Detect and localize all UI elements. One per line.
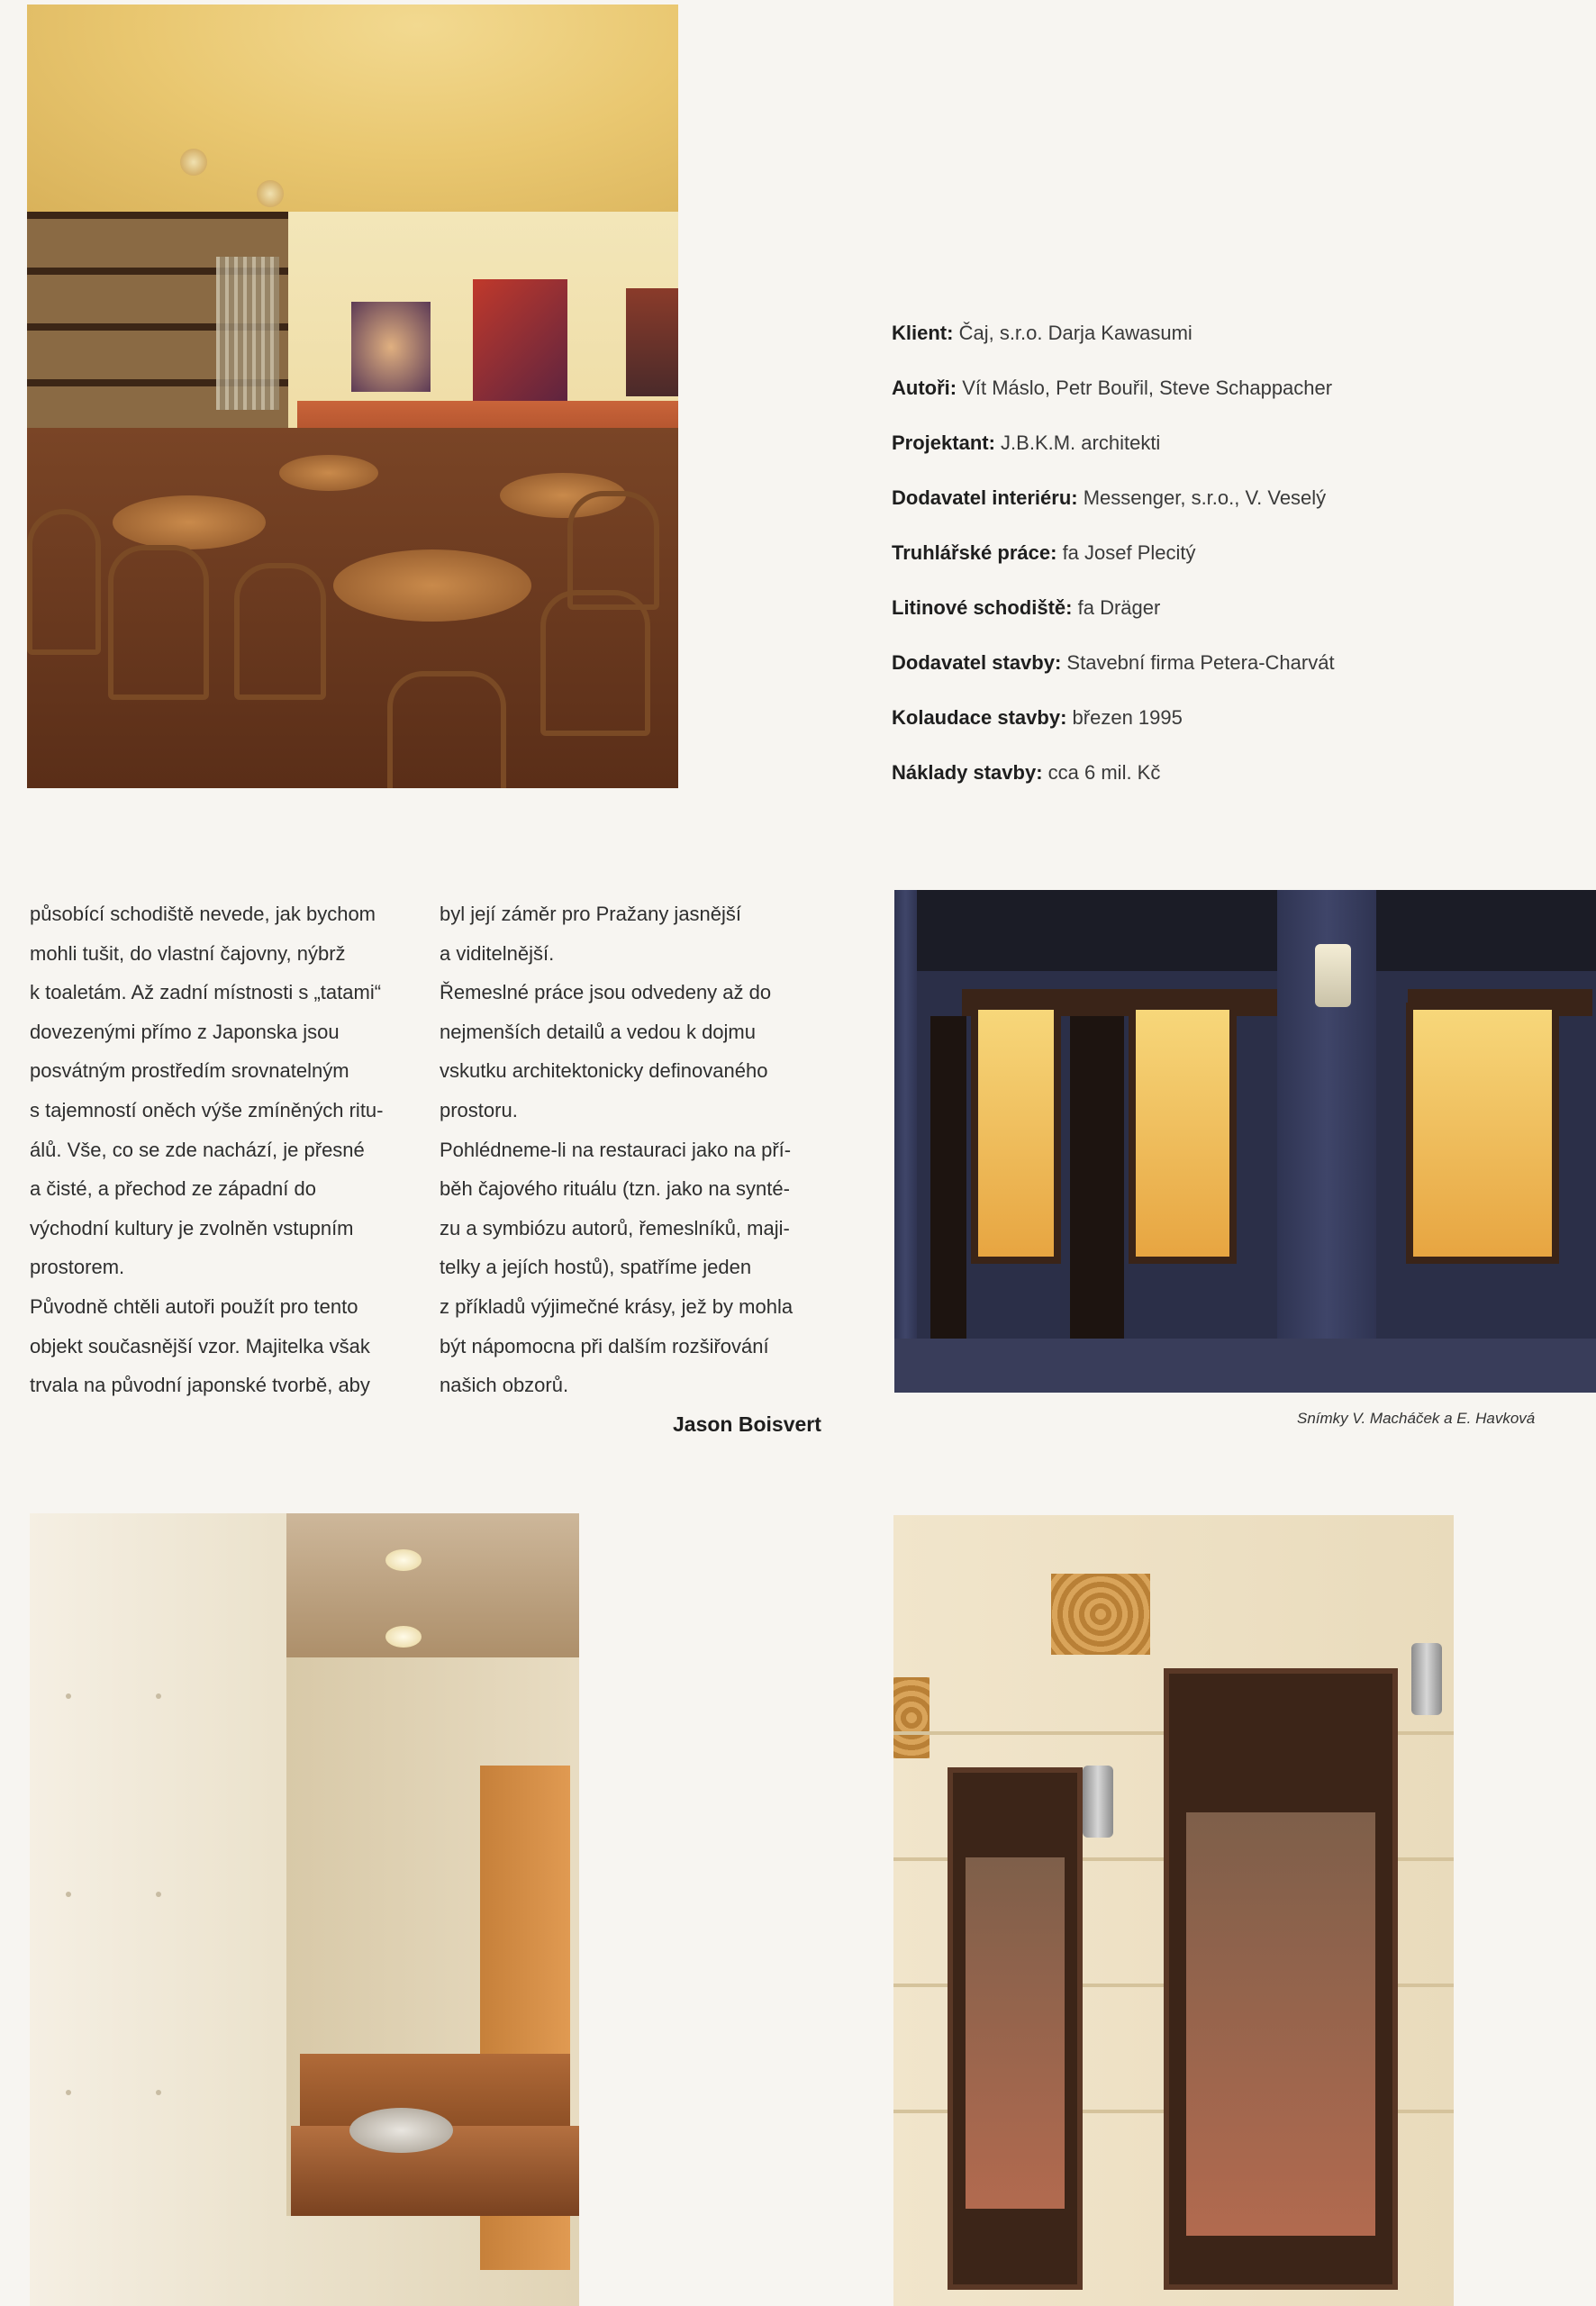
body-text-line: Řemeslné práce jsou odvedeny až do — [440, 981, 772, 1004]
body-text-right-column — [440, 894, 827, 1405]
credit-line — [892, 649, 1468, 704]
credit-value: březen 1995 — [1072, 706, 1183, 729]
body-text-line: trvala na původní japonské tvorbě, aby — [30, 1374, 370, 1397]
body-text-line: prostorem. — [30, 1256, 125, 1279]
credit-value: J.B.K.M. architekti — [1001, 431, 1161, 454]
body-text-line: nejmenších detailů a vedou k dojmu — [440, 1020, 756, 1043]
credit-label: Klient: — [892, 322, 954, 344]
article-author: Jason Boisvert — [673, 1412, 821, 1436]
body-text-line: byl její záměr pro Pražany jasnější — [440, 903, 742, 925]
body-text-line: být nápomocna při dalším rozšiřování — [440, 1334, 769, 1357]
credit-label: Náklady stavby: — [892, 761, 1043, 784]
body-text-line: k toaletám. Až zadní místnosti s „tatami“ — [30, 981, 382, 1004]
credit-label: Litinové schodiště: — [892, 596, 1073, 619]
credit-value: Messenger, s.r.o., V. Veselý — [1083, 486, 1327, 509]
credit-line — [892, 375, 1468, 430]
body-text-line: s tajemností oněch výše zmíněných ritu- — [30, 1098, 384, 1121]
credit-label: Autoři: — [892, 377, 957, 399]
credit-line — [892, 595, 1468, 649]
body-text-line: běh čajového rituálu (tzn. jako na synté- — [440, 1177, 790, 1201]
body-text-line: vskutku architektonicky definovaného — [440, 1059, 768, 1083]
body-text-line: objekt současnější vzor. Majitelka však — [30, 1334, 370, 1357]
project-credits — [892, 320, 1468, 814]
facade-photo — [893, 1515, 1454, 2306]
credit-value: fa Josef Plecitý — [1062, 541, 1196, 564]
credit-label: Dodavatel stavby: — [892, 651, 1062, 674]
body-text-line: Původně chtěli autoři použít pro tento — [30, 1294, 358, 1318]
credit-line — [892, 320, 1468, 375]
bathroom-photo — [30, 1513, 579, 2306]
body-text-left-column — [30, 894, 408, 1405]
photo-credit: Snímky V. Macháček a E. Havková — [1297, 1410, 1536, 1427]
credit-value: Vít Máslo, Petr Bouřil, Steve Schappacher — [962, 377, 1333, 399]
body-text-line: zu a symbiózu autorů, řemeslníků, maji- — [440, 1216, 790, 1239]
storefront-night-photo — [894, 890, 1596, 1393]
body-text-line: a čisté, a přechod ze západní do — [30, 1177, 316, 1201]
body-text-line: telky a jejích hostů), spatříme jeden — [440, 1256, 752, 1279]
body-text-line: z příkladů výjimečné krásy, jež by mohla — [440, 1294, 793, 1318]
credit-label: Truhlářské práce: — [892, 541, 1057, 564]
body-text-line: dovezenými přímo z Japonska jsou — [30, 1020, 340, 1043]
credit-label: Projektant: — [892, 431, 995, 454]
body-text-line: posvátným prostředím srovnatelným — [30, 1059, 349, 1083]
body-text-line: a viditelnější. — [440, 941, 555, 965]
credit-value: fa Dräger — [1077, 596, 1161, 619]
credit-line — [892, 485, 1468, 540]
credit-label: Kolaudace stavby: — [892, 706, 1067, 729]
credit-value: Čaj, s.r.o. Darja Kawasumi — [958, 322, 1192, 344]
body-text-line: prostoru. — [440, 1098, 518, 1121]
credit-line — [892, 430, 1468, 485]
body-text-line: Pohlédneme-li na restauraci jako na pří- — [440, 1138, 792, 1161]
cafe-interior-photo — [27, 5, 678, 788]
body-text-line: našich obzorů. — [440, 1374, 569, 1397]
body-text-line: působící schodiště nevede, jak bychom — [30, 903, 376, 925]
credit-label: Dodavatel interiéru: — [892, 486, 1078, 509]
body-text-line: východní kultury je zvolněn vstupním — [30, 1216, 354, 1239]
credit-line — [892, 540, 1468, 595]
credit-value: Stavební firma Petera-Charvát — [1066, 651, 1335, 674]
body-text-line: álů. Vše, co se zde nachází, je přesné — [30, 1138, 365, 1161]
credit-line — [892, 759, 1468, 814]
credit-value: cca 6 mil. Kč — [1047, 761, 1161, 784]
credit-line — [892, 704, 1468, 759]
body-text-line: mohli tušit, do vlastní čajovny, nýbrž — [30, 941, 346, 965]
